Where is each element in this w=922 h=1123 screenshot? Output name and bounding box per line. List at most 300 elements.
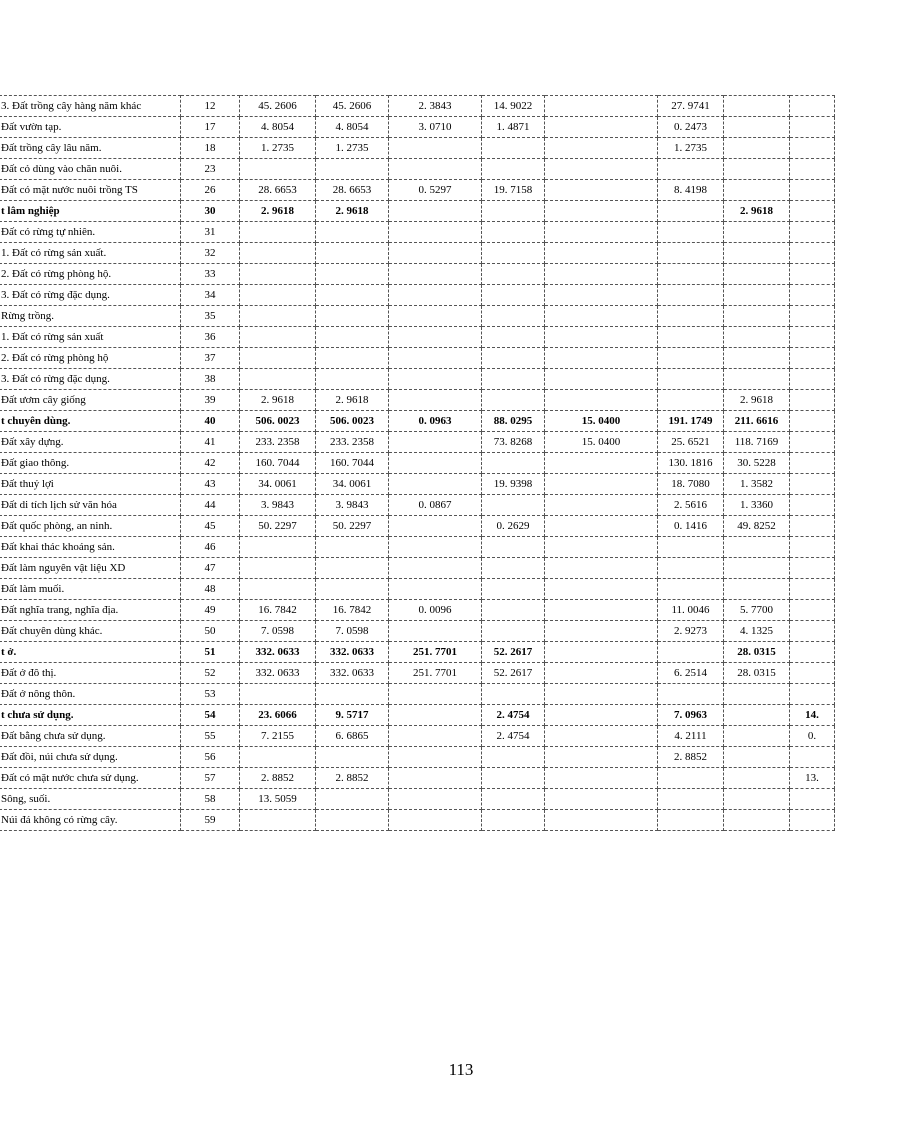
row-code-cell: 57 [181, 768, 240, 789]
row-label-cell: Đất đồi, núi chưa sử dụng. [0, 747, 181, 768]
value-cell [389, 138, 482, 159]
row-code-cell: 32 [181, 243, 240, 264]
value-cell: 0. 2629 [482, 516, 545, 537]
value-cell [482, 810, 545, 831]
value-cell [658, 243, 724, 264]
value-cell [724, 96, 790, 117]
row-label-cell: Đất có rừng tự nhiên. [0, 222, 181, 243]
value-cell [790, 789, 835, 810]
value-cell: 50. 2297 [240, 516, 316, 537]
row-label-cell: Đất có mặt nước nuôi trồng TS [0, 180, 181, 201]
row-code-cell: 34 [181, 285, 240, 306]
value-cell [790, 642, 835, 663]
value-cell: 30. 5228 [724, 453, 790, 474]
value-cell [790, 264, 835, 285]
value-cell: 191. 1749 [658, 411, 724, 432]
table-row [0, 117, 835, 138]
value-cell [240, 285, 316, 306]
value-cell: 2. 4754 [482, 726, 545, 747]
value-cell [240, 369, 316, 390]
value-cell: 14. 9022 [482, 96, 545, 117]
value-cell [316, 159, 389, 180]
value-cell [389, 390, 482, 411]
value-cell [482, 495, 545, 516]
value-cell [658, 348, 724, 369]
value-cell [790, 600, 835, 621]
row-label-cell: 3. Đất có rừng đặc dụng. [0, 285, 181, 306]
value-cell: 28. 6653 [240, 180, 316, 201]
value-cell [316, 747, 389, 768]
value-cell [658, 684, 724, 705]
value-cell [545, 348, 658, 369]
value-cell [658, 789, 724, 810]
value-cell: 52. 2617 [482, 663, 545, 684]
row-label-cell: Đất ở nông thôn. [0, 684, 181, 705]
value-cell [658, 537, 724, 558]
value-cell [482, 327, 545, 348]
value-cell [658, 768, 724, 789]
value-cell: 16. 7842 [240, 600, 316, 621]
row-code-cell: 39 [181, 390, 240, 411]
value-cell: 0. [790, 726, 835, 747]
value-cell [316, 684, 389, 705]
value-cell [240, 159, 316, 180]
page-number: 113 [448, 1060, 474, 1079]
row-code-cell: 38 [181, 369, 240, 390]
value-cell: 7. 2155 [240, 726, 316, 747]
value-cell [545, 201, 658, 222]
table-row [0, 495, 835, 516]
value-cell: 3. 0710 [389, 117, 482, 138]
value-cell [790, 180, 835, 201]
value-cell: 160. 7044 [316, 453, 389, 474]
value-cell [724, 684, 790, 705]
value-cell [724, 810, 790, 831]
value-cell [240, 243, 316, 264]
value-cell [724, 579, 790, 600]
value-cell: 1. 2735 [316, 138, 389, 159]
table-row [0, 579, 835, 600]
value-cell: 118. 7169 [724, 432, 790, 453]
value-cell: 1. 3582 [724, 474, 790, 495]
value-cell: 19. 9398 [482, 474, 545, 495]
value-cell [389, 789, 482, 810]
value-cell [790, 432, 835, 453]
value-cell [389, 348, 482, 369]
value-cell [482, 285, 545, 306]
value-cell [790, 810, 835, 831]
value-cell [545, 96, 658, 117]
row-label-cell: Đất khai thác khoáng sản. [0, 537, 181, 558]
table-row [0, 642, 835, 663]
row-label-cell: Đất vườn tạp. [0, 117, 181, 138]
value-cell [724, 222, 790, 243]
table-row [0, 369, 835, 390]
value-cell: 251. 7701 [389, 663, 482, 684]
value-cell: 23. 6066 [240, 705, 316, 726]
value-cell: 19. 7158 [482, 180, 545, 201]
value-cell: 11. 0046 [658, 600, 724, 621]
value-cell: 52. 2617 [482, 642, 545, 663]
value-cell: 15. 0400 [545, 432, 658, 453]
value-cell [389, 747, 482, 768]
value-cell [389, 516, 482, 537]
value-cell: 45. 2606 [240, 96, 316, 117]
value-cell: 506. 0023 [240, 411, 316, 432]
row-code-cell: 51 [181, 642, 240, 663]
value-cell: 4. 2111 [658, 726, 724, 747]
row-label-cell: t lâm nghiệp [0, 201, 181, 222]
value-cell [790, 138, 835, 159]
value-cell [482, 537, 545, 558]
value-cell [482, 579, 545, 600]
row-label-cell: Đất thuỷ lợi [0, 474, 181, 495]
value-cell [790, 117, 835, 138]
row-label-cell: t ở. [0, 642, 181, 663]
value-cell: 50. 2297 [316, 516, 389, 537]
value-cell [545, 705, 658, 726]
value-cell: 2. 9618 [240, 201, 316, 222]
value-cell [545, 516, 658, 537]
row-code-cell: 52 [181, 663, 240, 684]
value-cell [482, 621, 545, 642]
table-row [0, 390, 835, 411]
value-cell [658, 390, 724, 411]
value-cell [389, 327, 482, 348]
value-cell: 0. 2473 [658, 117, 724, 138]
value-cell: 14. [790, 705, 835, 726]
row-label-cell: Đất di tích lịch sử văn hóa [0, 495, 181, 516]
table-row [0, 789, 835, 810]
value-cell [545, 621, 658, 642]
value-cell [389, 306, 482, 327]
row-label-cell: Núi đá không có rừng cây. [0, 810, 181, 831]
value-cell: 506. 0023 [316, 411, 389, 432]
value-cell [482, 747, 545, 768]
row-code-cell: 42 [181, 453, 240, 474]
table-row [0, 453, 835, 474]
value-cell [240, 327, 316, 348]
value-cell [545, 117, 658, 138]
value-cell [724, 285, 790, 306]
value-cell [389, 810, 482, 831]
row-label-cell: Sông, suối. [0, 789, 181, 810]
row-code-cell: 56 [181, 747, 240, 768]
value-cell [545, 222, 658, 243]
value-cell [482, 390, 545, 411]
value-cell [658, 264, 724, 285]
row-code-cell: 58 [181, 789, 240, 810]
value-cell [545, 180, 658, 201]
value-cell [658, 159, 724, 180]
value-cell [790, 558, 835, 579]
table-row [0, 474, 835, 495]
row-code-cell: 17 [181, 117, 240, 138]
value-cell [316, 306, 389, 327]
value-cell [545, 810, 658, 831]
value-cell: 73. 8268 [482, 432, 545, 453]
value-cell: 16. 7842 [316, 600, 389, 621]
row-label-cell: 2. Đất có rừng phòng hộ. [0, 264, 181, 285]
table-row [0, 558, 835, 579]
value-cell [482, 684, 545, 705]
row-label-cell: Đất xây dựng. [0, 432, 181, 453]
value-cell: 6. 2514 [658, 663, 724, 684]
value-cell [240, 264, 316, 285]
value-cell: 18. 7080 [658, 474, 724, 495]
table-row [0, 306, 835, 327]
value-cell [724, 537, 790, 558]
value-cell [790, 222, 835, 243]
value-cell: 0. 0867 [389, 495, 482, 516]
row-label-cell: Đất quốc phòng, an ninh. [0, 516, 181, 537]
row-code-cell: 31 [181, 222, 240, 243]
value-cell: 28. 0315 [724, 642, 790, 663]
value-cell [240, 306, 316, 327]
value-cell: 5. 7700 [724, 600, 790, 621]
value-cell [545, 537, 658, 558]
value-cell [724, 747, 790, 768]
row-label-cell: Đất ươm cây giống [0, 390, 181, 411]
value-cell [658, 579, 724, 600]
table-row [0, 684, 835, 705]
value-cell: 9. 5717 [316, 705, 389, 726]
table-row [0, 726, 835, 747]
value-cell [482, 243, 545, 264]
value-cell [545, 747, 658, 768]
value-cell: 332. 0633 [240, 642, 316, 663]
value-cell [545, 495, 658, 516]
value-cell: 160. 7044 [240, 453, 316, 474]
value-cell [545, 264, 658, 285]
value-cell [316, 810, 389, 831]
value-cell [389, 432, 482, 453]
table-row [0, 747, 835, 768]
value-cell [316, 243, 389, 264]
value-cell: 28. 0315 [724, 663, 790, 684]
table-row [0, 159, 835, 180]
row-label-cell: 2. Đất có rừng phòng hộ [0, 348, 181, 369]
value-cell [790, 327, 835, 348]
row-code-cell: 26 [181, 180, 240, 201]
value-cell [724, 369, 790, 390]
value-cell [389, 243, 482, 264]
row-code-cell: 23 [181, 159, 240, 180]
value-cell [545, 453, 658, 474]
value-cell: 0. 5297 [389, 180, 482, 201]
value-cell: 332. 0633 [240, 663, 316, 684]
row-label-cell: 1. Đất có rừng sản xuất [0, 327, 181, 348]
value-cell [482, 138, 545, 159]
value-cell: 28. 6653 [316, 180, 389, 201]
value-cell [482, 264, 545, 285]
value-cell: 1. 4871 [482, 117, 545, 138]
value-cell [316, 327, 389, 348]
value-cell [389, 768, 482, 789]
value-cell: 2. 8852 [240, 768, 316, 789]
table-row [0, 327, 835, 348]
value-cell [545, 285, 658, 306]
value-cell [658, 306, 724, 327]
table-row [0, 348, 835, 369]
value-cell [545, 600, 658, 621]
value-cell: 34. 0061 [316, 474, 389, 495]
value-cell [790, 243, 835, 264]
value-cell [790, 411, 835, 432]
value-cell [482, 789, 545, 810]
row-code-cell: 50 [181, 621, 240, 642]
row-label-cell: Đất trồng cây lâu năm. [0, 138, 181, 159]
value-cell [316, 348, 389, 369]
value-cell: 2. 9618 [724, 390, 790, 411]
value-cell [389, 684, 482, 705]
row-label-cell: 1. Đất có rừng sản xuất. [0, 243, 181, 264]
row-code-cell: 40 [181, 411, 240, 432]
value-cell: 332. 0633 [316, 663, 389, 684]
value-cell: 45. 2606 [316, 96, 389, 117]
row-code-cell: 49 [181, 600, 240, 621]
value-cell [724, 348, 790, 369]
value-cell [724, 705, 790, 726]
value-cell: 2. 9618 [316, 390, 389, 411]
row-label-cell: Đất cỏ dùng vào chăn nuôi. [0, 159, 181, 180]
value-cell [658, 201, 724, 222]
value-cell [482, 222, 545, 243]
value-cell [724, 159, 790, 180]
value-cell [724, 306, 790, 327]
value-cell: 7. 0598 [240, 621, 316, 642]
row-code-cell: 18 [181, 138, 240, 159]
row-code-cell: 35 [181, 306, 240, 327]
row-code-cell: 45 [181, 516, 240, 537]
value-cell: 6. 6865 [316, 726, 389, 747]
value-cell [389, 222, 482, 243]
row-code-cell: 44 [181, 495, 240, 516]
value-cell [389, 285, 482, 306]
value-cell: 1. 3360 [724, 495, 790, 516]
value-cell [790, 159, 835, 180]
value-cell [389, 537, 482, 558]
value-cell: 49. 8252 [724, 516, 790, 537]
row-code-cell: 36 [181, 327, 240, 348]
value-cell: 251. 7701 [389, 642, 482, 663]
value-cell [724, 558, 790, 579]
value-cell: 1. 2735 [658, 138, 724, 159]
value-cell: 211. 6616 [724, 411, 790, 432]
value-cell: 332. 0633 [316, 642, 389, 663]
row-label-cell: Rừng trồng. [0, 306, 181, 327]
value-cell [724, 726, 790, 747]
value-cell [545, 243, 658, 264]
value-cell [316, 285, 389, 306]
value-cell [790, 96, 835, 117]
value-cell [724, 180, 790, 201]
value-cell [240, 684, 316, 705]
value-cell [790, 516, 835, 537]
value-cell [389, 558, 482, 579]
row-label-cell: Đất có mặt nước chưa sử dụng. [0, 768, 181, 789]
value-cell: 0. 0096 [389, 600, 482, 621]
value-cell [389, 621, 482, 642]
row-label-cell: 3. Đất trồng cây hàng năm khác [0, 96, 181, 117]
table-row [0, 663, 835, 684]
value-cell: 2. 9618 [724, 201, 790, 222]
value-cell [545, 684, 658, 705]
value-cell [389, 474, 482, 495]
row-label-cell: Đất nghĩa trang, nghĩa địa. [0, 600, 181, 621]
value-cell [482, 600, 545, 621]
value-cell [240, 747, 316, 768]
value-cell [389, 159, 482, 180]
value-cell [240, 348, 316, 369]
table-row [0, 621, 835, 642]
value-cell: 13. 5059 [240, 789, 316, 810]
value-cell: 2. 9273 [658, 621, 724, 642]
value-cell: 2. 9618 [316, 201, 389, 222]
value-cell [482, 453, 545, 474]
value-cell [482, 201, 545, 222]
value-cell [790, 474, 835, 495]
value-cell: 27. 9741 [658, 96, 724, 117]
row-code-cell: 41 [181, 432, 240, 453]
value-cell [724, 327, 790, 348]
value-cell: 25. 6521 [658, 432, 724, 453]
value-cell [316, 558, 389, 579]
value-cell [658, 369, 724, 390]
value-cell [658, 285, 724, 306]
table-row [0, 600, 835, 621]
value-cell: 233. 2358 [240, 432, 316, 453]
value-cell [389, 726, 482, 747]
value-cell: 7. 0963 [658, 705, 724, 726]
value-cell [545, 558, 658, 579]
table-row [0, 243, 835, 264]
value-cell [545, 306, 658, 327]
row-code-cell: 33 [181, 264, 240, 285]
value-cell [790, 537, 835, 558]
value-cell [389, 201, 482, 222]
value-cell [545, 138, 658, 159]
row-label-cell: Đất làm nguyên vật liệu XD [0, 558, 181, 579]
value-cell [482, 558, 545, 579]
value-cell [724, 768, 790, 789]
value-cell [790, 285, 835, 306]
value-cell: 2. 9618 [240, 390, 316, 411]
land-use-table [0, 95, 835, 831]
value-cell: 8. 4198 [658, 180, 724, 201]
value-cell: 4. 8054 [240, 117, 316, 138]
table-row [0, 432, 835, 453]
value-cell [790, 495, 835, 516]
value-cell [724, 138, 790, 159]
table-row [0, 516, 835, 537]
row-code-cell: 46 [181, 537, 240, 558]
row-code-cell: 53 [181, 684, 240, 705]
value-cell [389, 369, 482, 390]
value-cell: 2. 8852 [658, 747, 724, 768]
value-cell [482, 369, 545, 390]
value-cell: 3. 9843 [316, 495, 389, 516]
value-cell: 233. 2358 [316, 432, 389, 453]
value-cell [316, 264, 389, 285]
value-cell [545, 768, 658, 789]
row-label-cell: Đất làm muối. [0, 579, 181, 600]
value-cell [389, 579, 482, 600]
value-cell [316, 789, 389, 810]
row-label-cell: Đất chuyên dùng khác. [0, 621, 181, 642]
table-row [0, 537, 835, 558]
value-cell: 34. 0061 [240, 474, 316, 495]
